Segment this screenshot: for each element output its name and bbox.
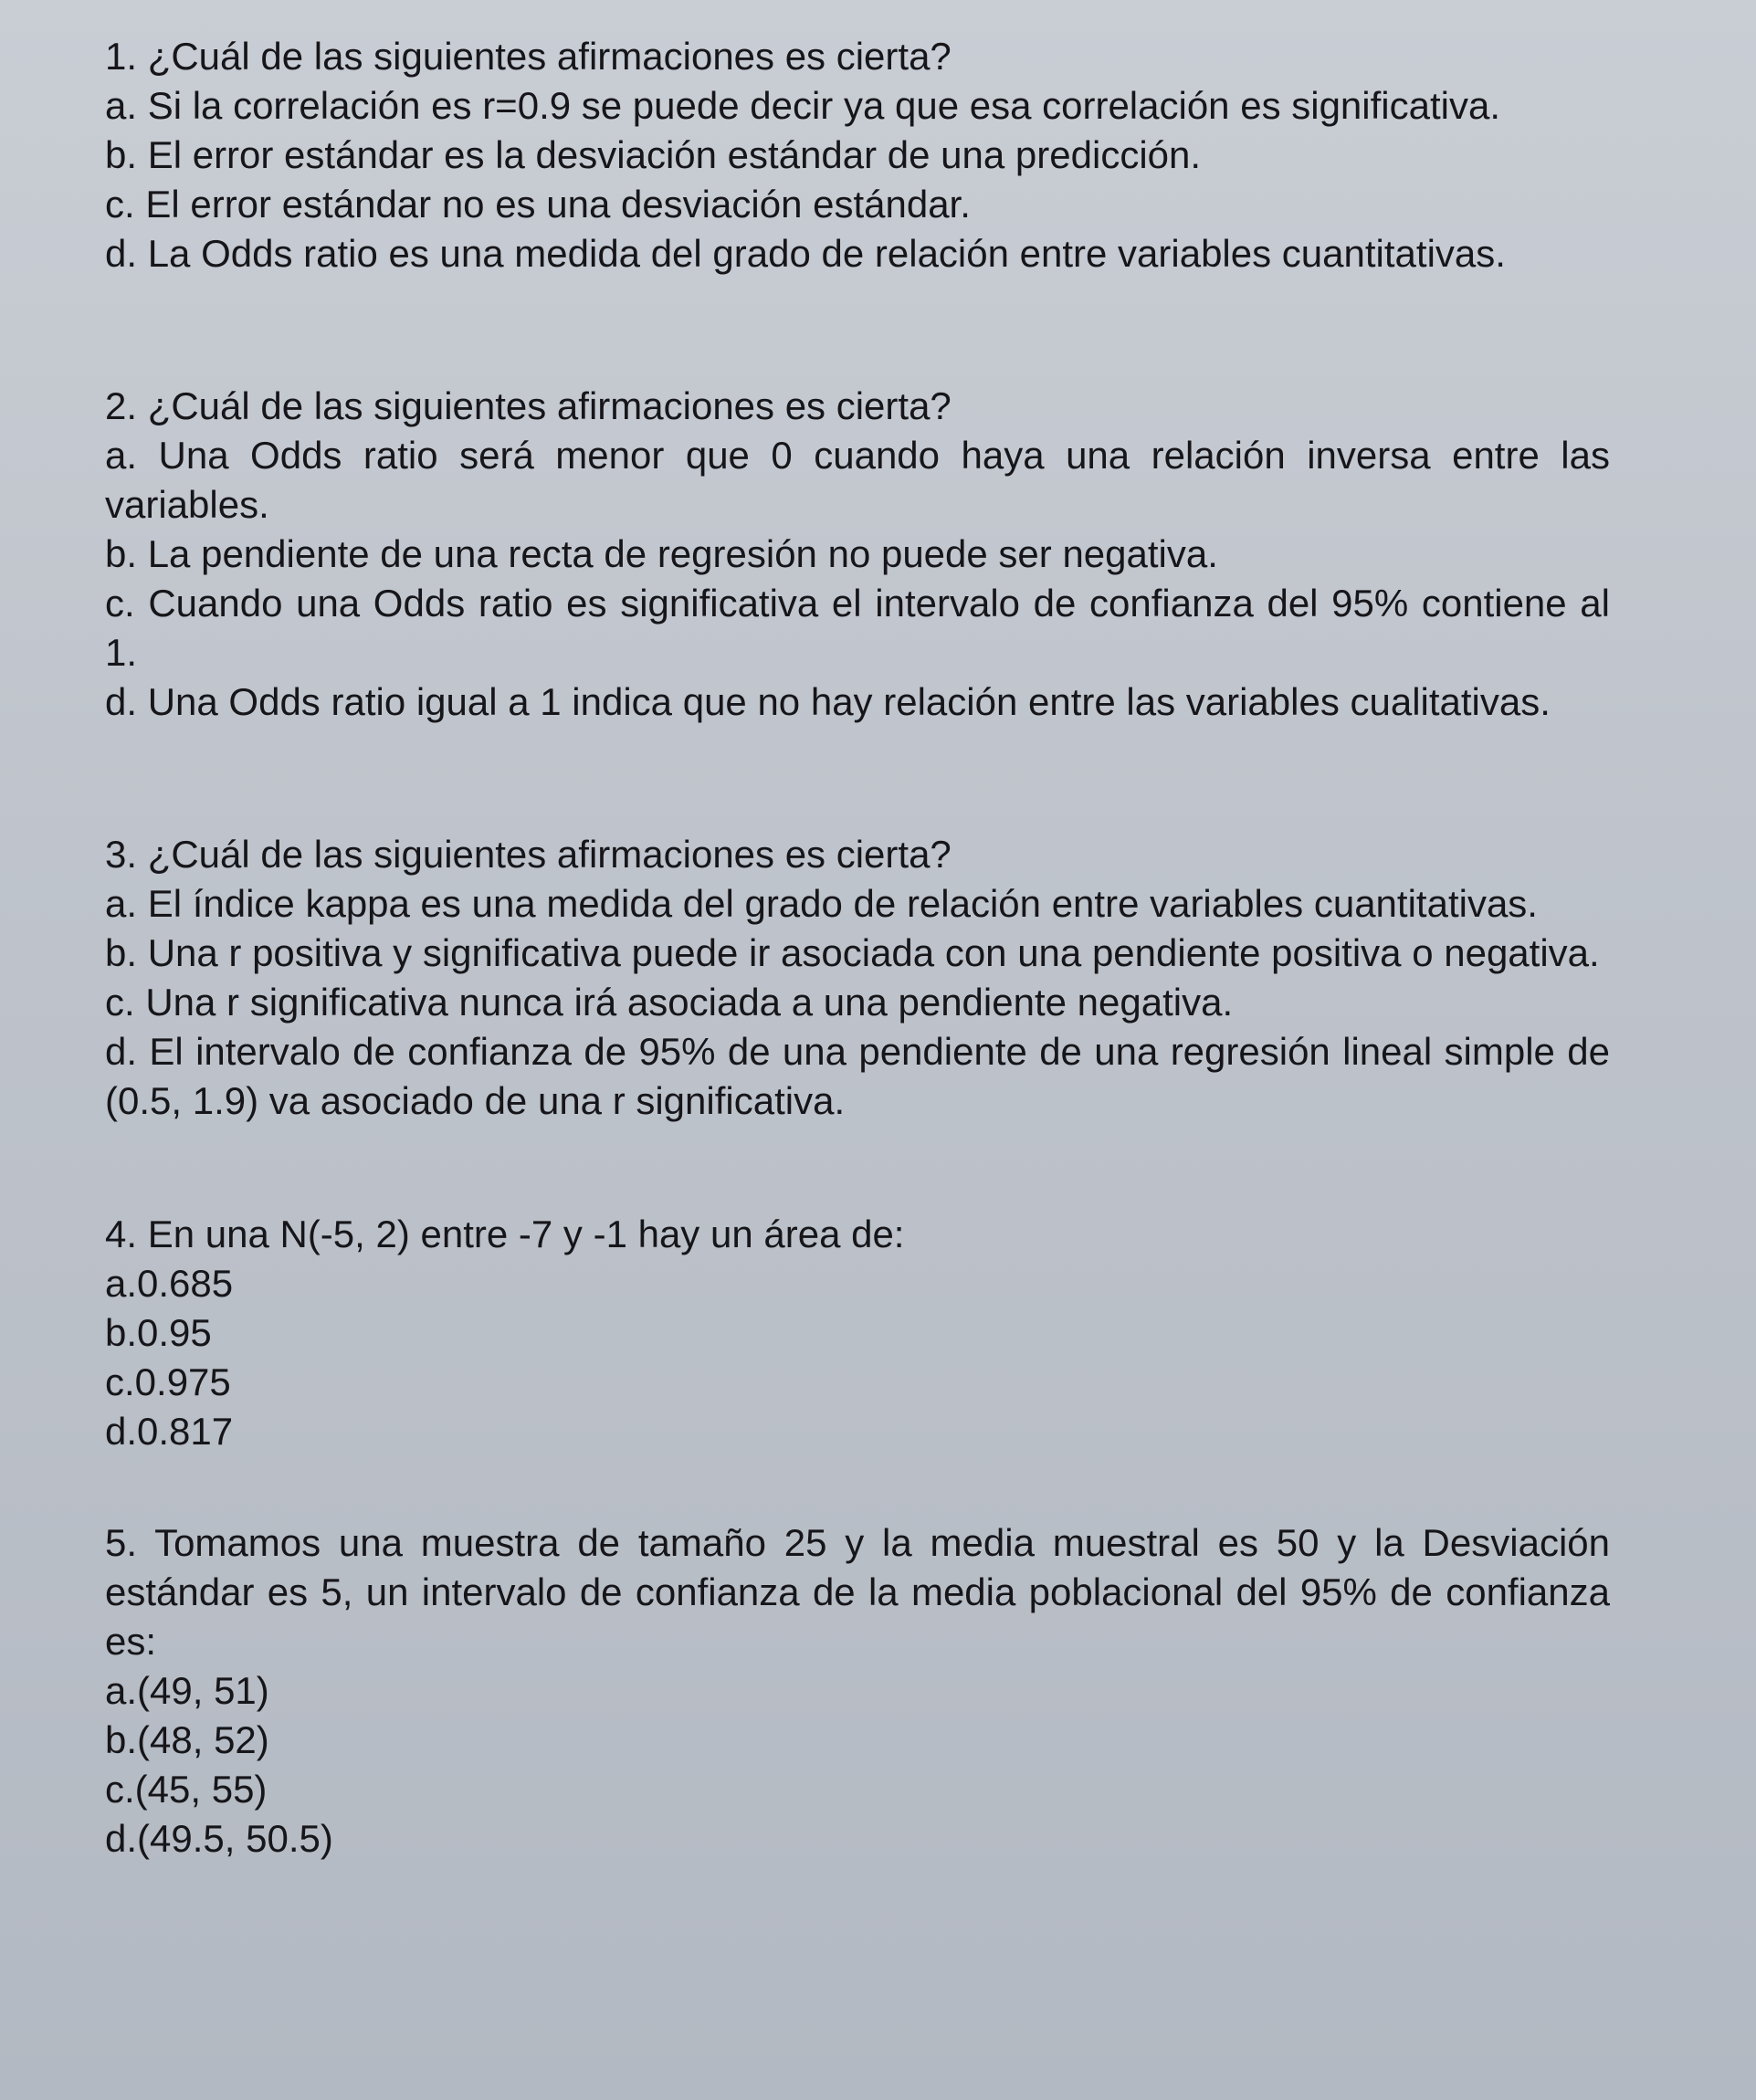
question-4-option-a: a.0.685 [105,1262,234,1305]
question-2-option-b: b. La pendiente de una recta de regresión no puede ser negativa. [105,532,1218,575]
question-5-option-b: b.(48, 52) [105,1718,269,1761]
spacer [105,278,1610,382]
question-5-title: 5. Tomamos una muestra de tamaño 25 y la media muestral es 50 y la Desviación estándar es 5, un intervalo de confianza de la media poblacional del 95% de confianza es: [105,1521,1610,1663]
spacer [105,1456,1610,1518]
question-5-option-a: a.(49, 51) [105,1669,269,1712]
question-1-option-a: a. Si la correlación es r=0.9 se puede decir ya que esa correlación es significativa. [105,84,1500,127]
question-3 [105,830,1610,1126]
question-3-option-a: a. El índice kappa es una medida del grado de relación entre variables cuantitativas. [105,882,1538,925]
question-5 [105,1518,1610,1864]
question-3-option-c: c. Una r significativa nunca irá asociada a una pendiente negativa. [105,981,1234,1024]
question-3-option-d: d. El intervalo de confianza de 95% de una pendiente de una regresión lineal simple de (0.5, 1.9) va asociado de una r significativa. [105,1030,1610,1122]
question-5-option-c: c.(45, 55) [105,1768,268,1811]
question-4-option-b: b.0.95 [105,1311,212,1354]
question-1 [105,32,1610,278]
question-4-title: 4. En una N(-5, 2) entre -7 y -1 hay un área de: [105,1213,905,1255]
question-1-title: 1. ¿Cuál de las siguientes afirmaciones es cierta? [105,35,952,78]
question-4 [105,1210,1610,1456]
spacer [105,727,1610,830]
question-1-option-d: d. La Odds ratio es una medida del grado de relación entre variables cuantitativas. [105,232,1506,275]
spacer [105,1126,1610,1210]
question-2-option-c: c. Cuando una Odds ratio es significativa el intervalo de confianza del 95% contiene al 1. [105,582,1610,674]
question-4-option-c: c.0.975 [105,1360,231,1403]
question-2-option-d: d. Una Odds ratio igual a 1 indica que no hay relación entre las variables cualitativas. [105,680,1551,723]
question-4-option-d: d.0.817 [105,1410,234,1453]
question-5-option-d: d.(49.5, 50.5) [105,1817,333,1860]
question-3-option-b: b. Una r positiva y significativa puede ir asociada con una pendiente positiva o negativa. [105,931,1600,974]
question-2 [105,382,1610,727]
question-2-title: 2. ¿Cuál de las siguientes afirmaciones es cierta? [105,384,952,427]
question-1-option-c: c. El error estándar no es una desviación estándar. [105,183,971,226]
question-1-option-b: b. El error estándar es la desviación estándar de una predicción. [105,133,1202,176]
question-3-title: 3. ¿Cuál de las siguientes afirmaciones es cierta? [105,833,952,876]
question-2-option-a: a. Una Odds ratio será menor que 0 cuando haya una relación inversa entre las variables. [105,434,1610,526]
